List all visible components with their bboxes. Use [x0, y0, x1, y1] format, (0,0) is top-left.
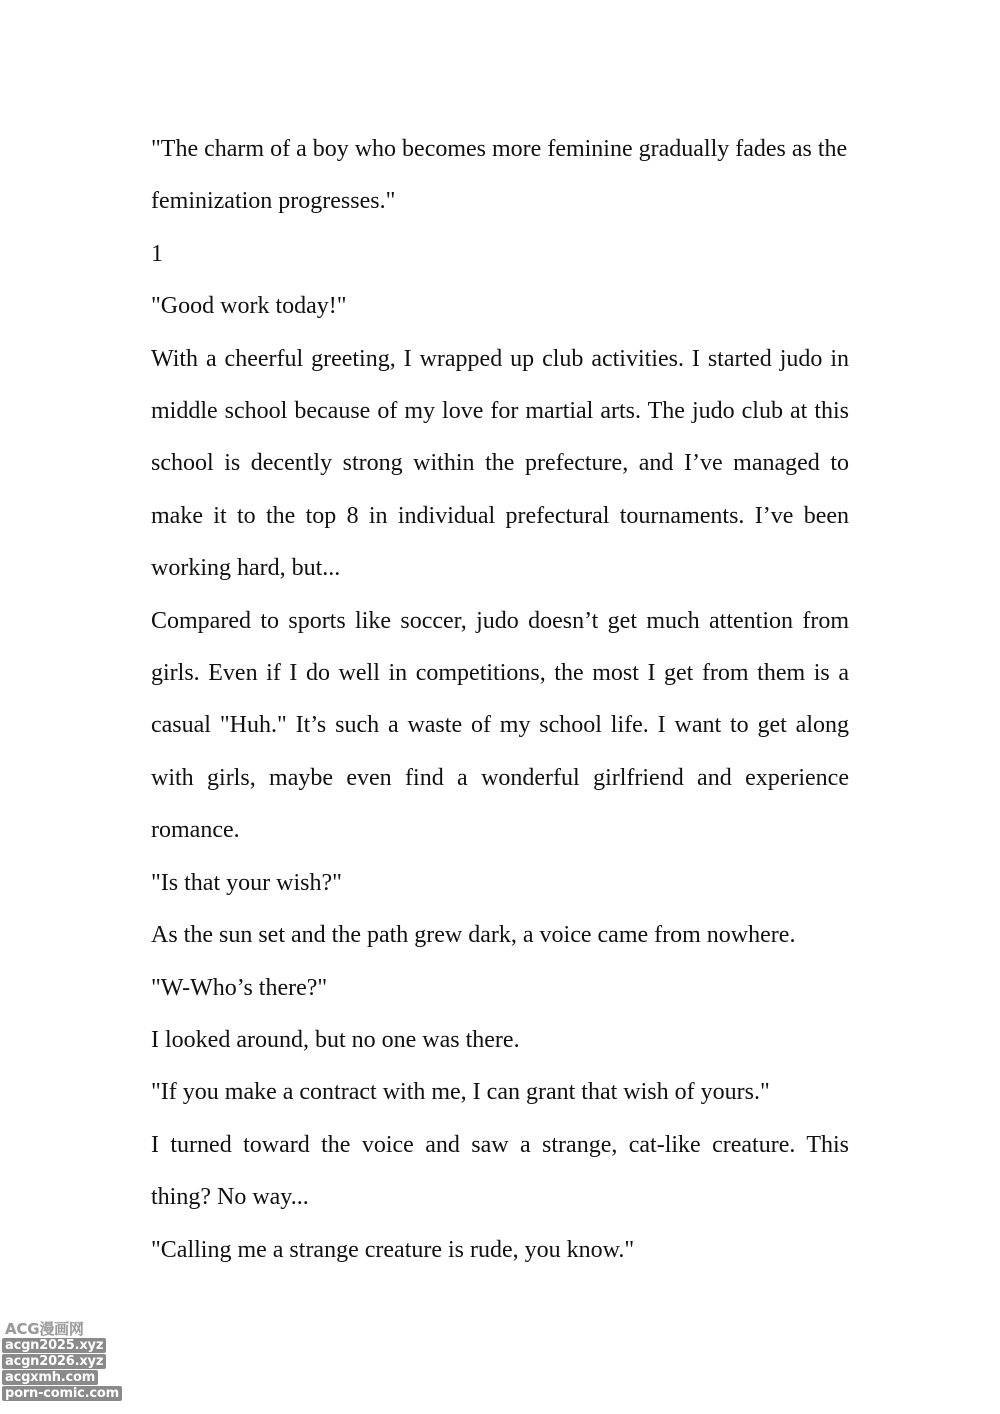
paragraph: "Is that your wish?"	[151, 869, 342, 896]
watermark-line: acgn2025.xyz	[2, 1338, 106, 1353]
watermark-line: ACG漫画网	[5, 1320, 84, 1338]
watermark-line: porn-comic.com	[2, 1386, 122, 1401]
paragraph: "W-Who’s there?"	[151, 974, 328, 1001]
document-page	[151, 123, 849, 1276]
paragraph: "Good work today!"	[151, 293, 347, 320]
watermark-line: acgn2026.xyz	[2, 1354, 106, 1369]
chapter-number: 1	[151, 240, 163, 267]
paragraph: I turned toward the voice and saw a strange, cat-like creature. This thing? No way...	[151, 1131, 849, 1211]
paragraph: Compared to sports like soccer, judo doesn’t get much attention from girls. Even if I do well in competitions, the most I get from them is a casual "Huh." It’s such a waste of my school life. I want to get along with girls, maybe even find a wonderful girlfriend and experience romance.	[151, 607, 849, 844]
paragraph: "If you make a contract with me, I can grant that wish of yours."	[151, 1079, 770, 1106]
watermark	[2, 1322, 132, 1402]
paragraph-epigraph: "The charm of a boy who becomes more feminine gradually fades as the feminization progresses."	[151, 136, 848, 215]
paragraph: With a cheerful greeting, I wrapped up club activities. I started judo in middle school because of my love for martial arts. The judo club at this school is decently strong within the prefecture, and I’ve managed to make it to the top 8 in individual prefectural tournaments. I’ve been working hard, but...	[151, 345, 849, 582]
paragraph: I looked around, but no one was there.	[151, 1026, 520, 1053]
paragraph: "Calling me a strange creature is rude, you know."	[151, 1236, 635, 1263]
paragraph: As the sun set and the path grew dark, a voice came from nowhere.	[151, 922, 796, 949]
watermark-line: acgxmh.com	[2, 1370, 98, 1385]
